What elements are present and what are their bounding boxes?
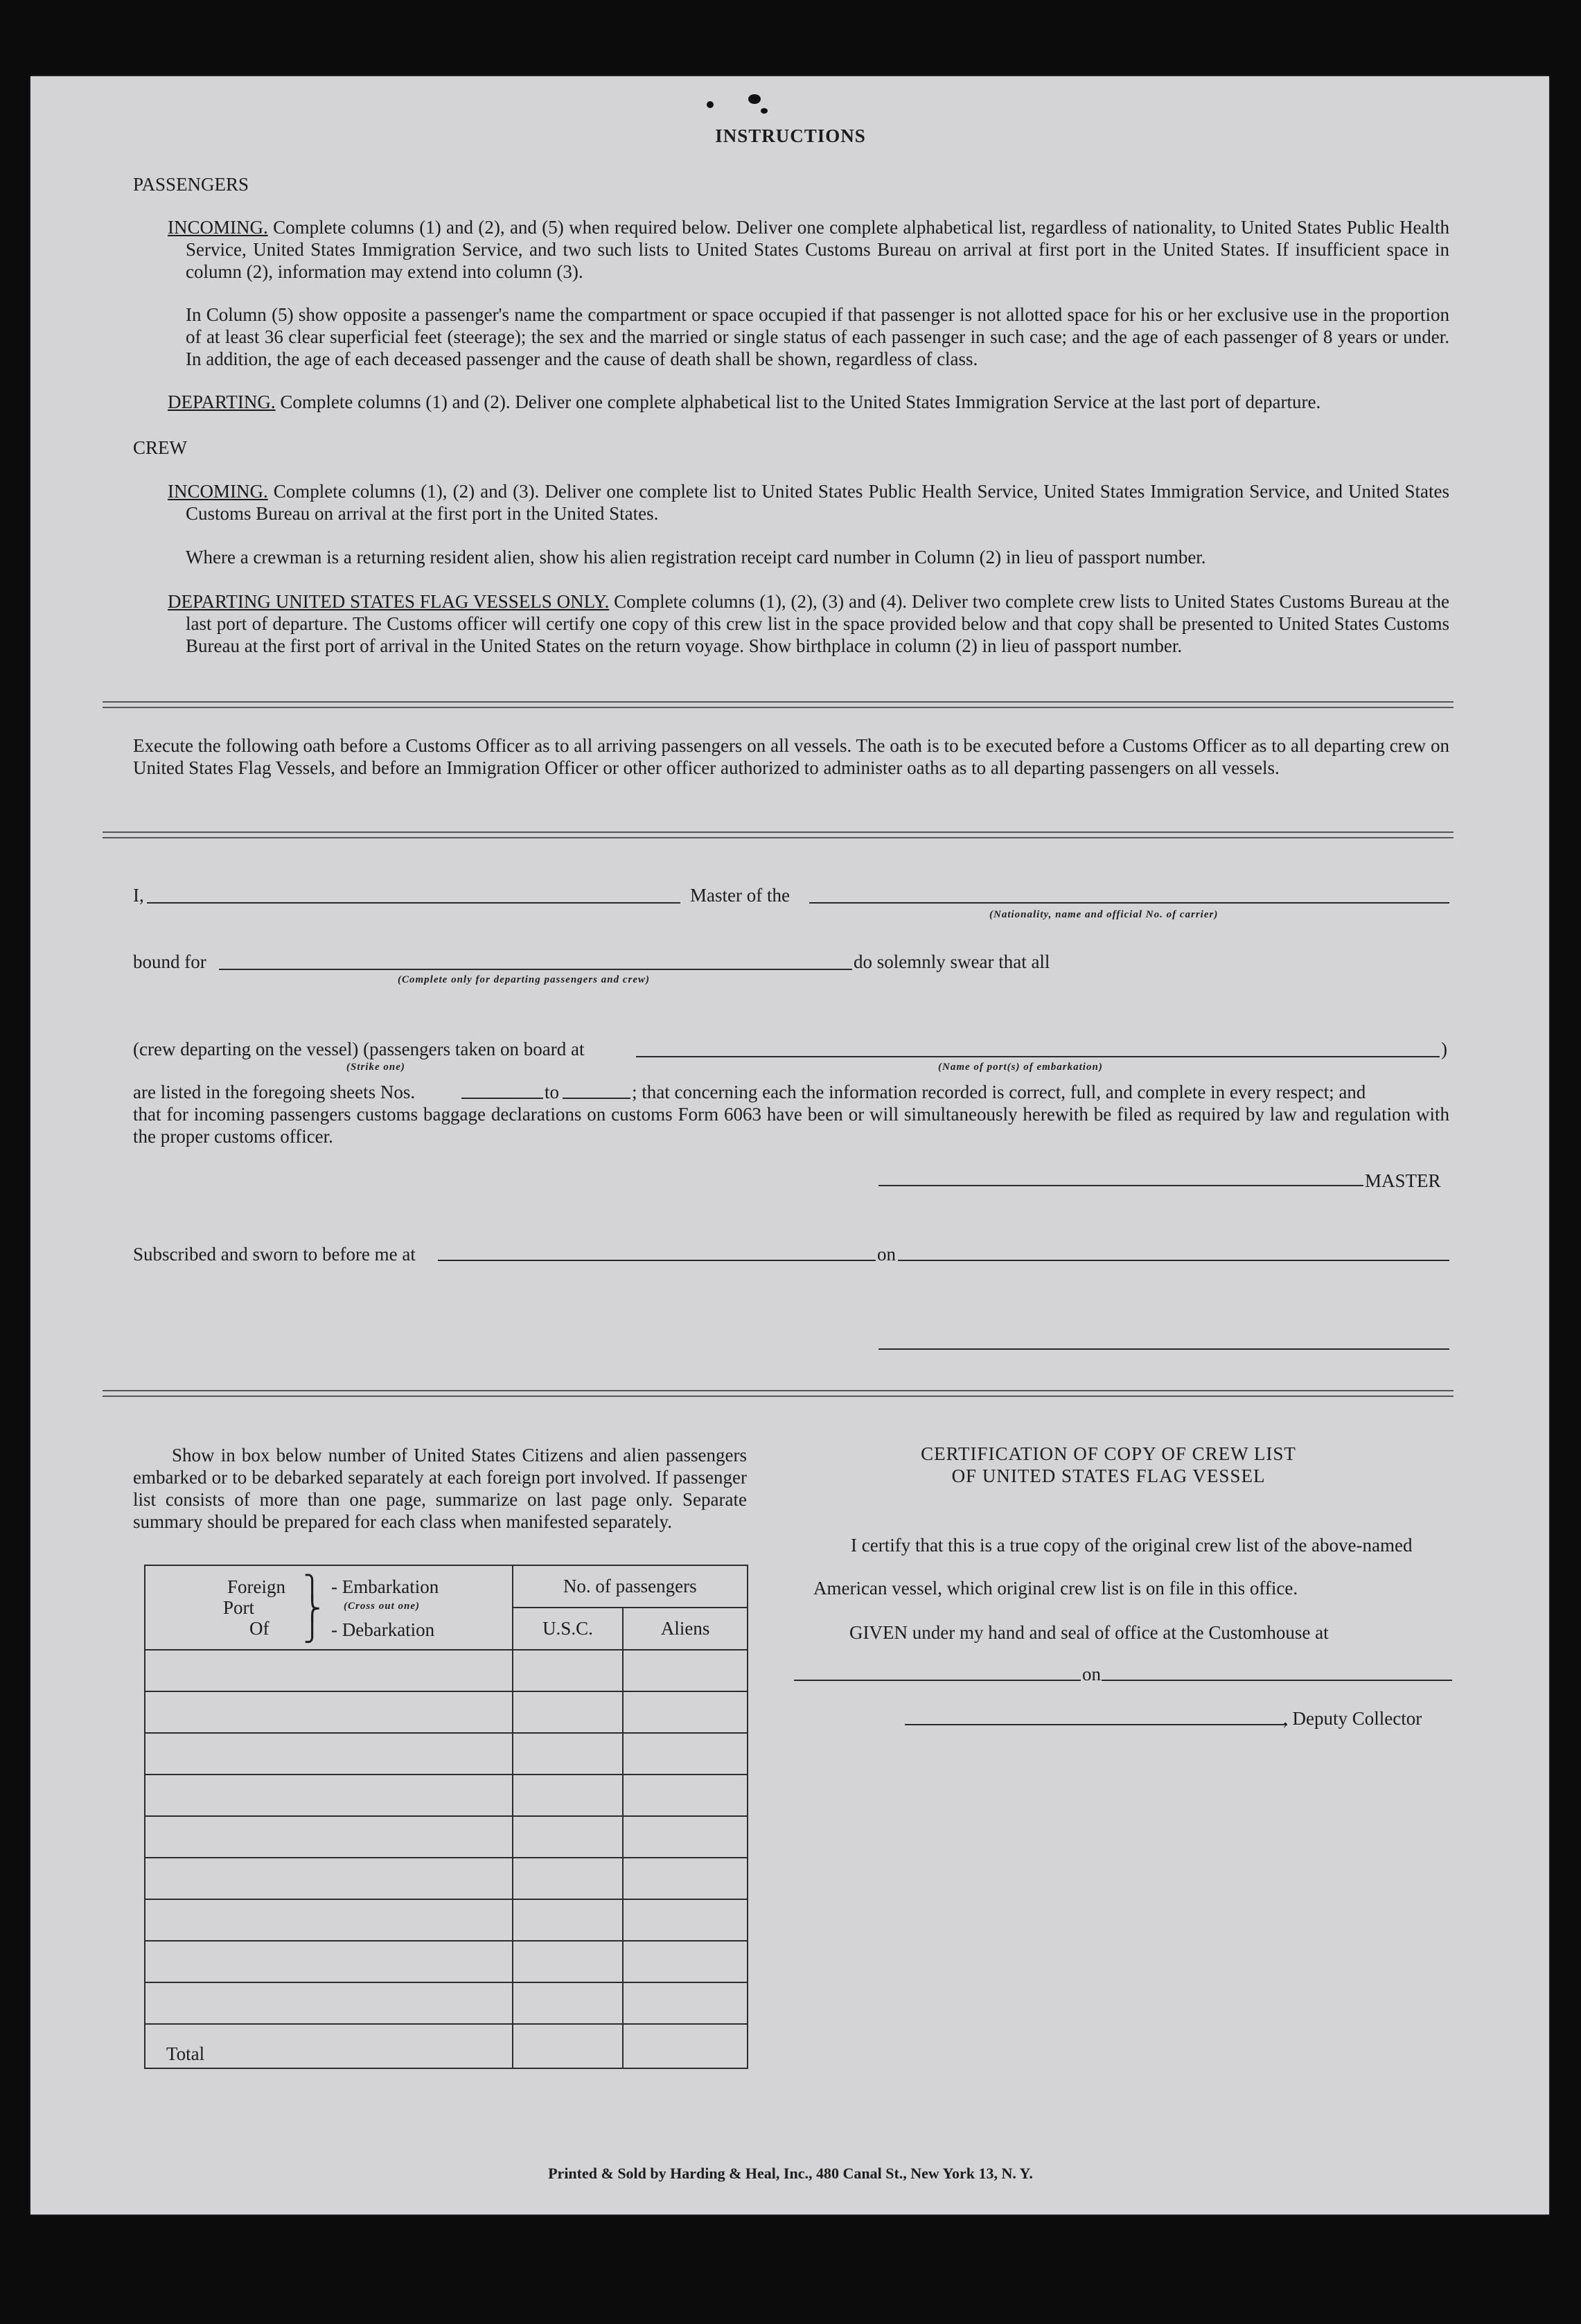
table-row	[145, 1650, 748, 1691]
ink-speck	[761, 108, 768, 114]
section-heading-crew: CREW	[133, 437, 187, 458]
sworn-date-field[interactable]	[898, 1260, 1449, 1261]
usc-cell[interactable]	[513, 1650, 624, 1691]
table-row	[145, 1775, 748, 1816]
oath-listed-to: to	[545, 1082, 560, 1102]
master-name-field[interactable]	[147, 902, 680, 904]
oath-listed-a: are listed in the foregoing sheets Nos.	[133, 1082, 416, 1102]
table-total-row	[145, 2024, 748, 2068]
officer-signature-field[interactable]	[878, 1348, 1449, 1350]
customhouse-field[interactable]	[794, 1680, 1081, 1681]
sheet-to-field[interactable]	[563, 1098, 630, 1099]
usc-header: U.S.C.	[513, 1608, 624, 1650]
port-cell[interactable]	[145, 1650, 513, 1691]
aliens-cell[interactable]	[623, 1816, 748, 1858]
passengers-departing-label: DEPARTING.	[168, 391, 276, 412]
foreign-port-header	[145, 1565, 513, 1650]
crew-resident-paragraph: Where a crewman is a returning resident alien, show his alien registration receipt card number in Column (2) in lieu of passport number.	[186, 547, 1206, 567]
certification-on-label: on	[1082, 1664, 1101, 1684]
ink-speck	[748, 94, 761, 104]
crew-incoming-paragraph	[168, 480, 1449, 525]
port-cell[interactable]	[145, 1858, 513, 1899]
certification-date-field[interactable]	[1102, 1680, 1452, 1681]
oath-bound-for-label: bound for	[133, 951, 206, 972]
oath-listed-rest: that for incoming passengers customs baggage declarations on customs Form 6063 have been or will simultaneously herewith be filed as required by law and regulation with the proper customs officer.	[133, 1104, 1449, 1147]
passengers-incoming-text: Complete columns (1) and (2), and (5) when required below. Deliver one complete alphabetical list, regardless of nationality, to United States Public Health Service, United States Immigration Service, and two such lists to United States Customs Bureau on arrival at first port in the United States. If insufficient space in column (2), information may extend into column (3).	[186, 217, 1450, 282]
aliens-total-cell[interactable]	[623, 2024, 748, 2068]
usc-cell[interactable]	[513, 1816, 624, 1858]
usc-cell[interactable]	[513, 1691, 624, 1733]
passengers-departing-text: Complete columns (1) and (2). Deliver one complete alphabetical list to the United States Immigration Service at the last port of departure.	[280, 391, 1321, 412]
aliens-cell[interactable]	[623, 1982, 748, 2024]
usc-cell[interactable]	[513, 1982, 624, 2024]
aliens-cell[interactable]	[623, 1858, 748, 1899]
usc-cell[interactable]	[513, 1733, 624, 1775]
passengers-incoming-label: INCOMING.	[168, 217, 268, 238]
port-cell[interactable]	[145, 1899, 513, 1941]
section-heading-passengers: PASSENGERS	[133, 174, 249, 195]
aliens-header: Aliens	[623, 1608, 748, 1650]
aliens-cell[interactable]	[623, 1775, 748, 1816]
page-title: INSTRUCTIONS	[715, 125, 866, 146]
usc-cell[interactable]	[513, 1941, 624, 1982]
certification-text-a: I certify that this is a true copy of the original crew list of the above-named	[851, 1535, 1413, 1556]
section-divider	[103, 1390, 1454, 1397]
debarkation-label: - Debarkation	[331, 1619, 435, 1640]
usc-cell[interactable]	[513, 1858, 624, 1899]
aliens-cell[interactable]	[623, 1691, 748, 1733]
crew-departing-label: DEPARTING UNITED STATES FLAG VESSELS ONLY.	[168, 591, 610, 612]
embarkation-ports-field[interactable]	[636, 1056, 1440, 1057]
foreign-label: Foreign	[227, 1576, 285, 1597]
oath-swear-text: do solemnly swear that all	[854, 951, 1050, 972]
certification-text-b: American vessel, which original crew list is on file in this office.	[813, 1578, 1298, 1599]
brace-icon: ⎫ ⎬ ⎭	[303, 1576, 321, 1643]
carrier-field-hint: (Nationality, name and official No. of carrier)	[989, 909, 1219, 920]
sheet-from-field[interactable]	[461, 1098, 543, 1099]
sworn-place-field[interactable]	[438, 1260, 876, 1261]
crew-departing-text: Complete columns (1), (2), (3) and (4). Deliver two complete crew lists to United States Customs Bureau at the last port of departure. The Customs officer will certify one copy of this crew list in the space provided below and that copy shall be presented to United States Customs Bureau at the first port of arrival in the United States on the return voyage. Show birthplace in column (2) in lieu of passport number.	[186, 591, 1449, 656]
aliens-cell[interactable]	[623, 1733, 748, 1775]
port-label: Port	[223, 1597, 255, 1618]
crew-incoming-text: Complete columns (1), (2) and (3). Deliver one complete list to United States Public Health Service, United States Immigration Service, and United States Customs Bureau on arrival at the first port in the United States.	[186, 481, 1450, 524]
summary-instructions: Show in box below number of United States Citizens and alien passengers embarked or to be debarked separately at each foreign port involved. If passenger list consists of more than one page, summarize on last page only. Separate summary should be prepared for each class when manifested separately.	[133, 1445, 747, 1532]
table-row	[145, 1816, 748, 1858]
table-row	[145, 1733, 748, 1775]
certification-title-line1: CERTIFICATION OF COPY OF CREW LIST	[921, 1443, 1296, 1464]
certification-given: GIVEN under my hand and seal of office at the Customhouse at	[849, 1622, 1329, 1643]
aliens-cell[interactable]	[623, 1650, 748, 1691]
crew-incoming-label: INCOMING.	[168, 481, 268, 502]
destination-field-hint: (Complete only for departing passengers and crew)	[398, 974, 650, 985]
passengers-column5-paragraph: In Column (5) show opposite a passenger's name the compartment or space occupied if that passenger is not allotted space for his or her exclusive use in the proportion of at least 36 clear superficial feet (steerage); the sex and the married or single status of each passenger in such case; and the age of each passenger of 8 years or under. In addition, the age of each deceased passenger and the cause of death shall be shown, regardless of class.	[186, 304, 1449, 369]
port-cell[interactable]	[145, 1816, 513, 1858]
oath-crew-departing-text: (crew departing on the vessel) (passengers taken on board at	[133, 1039, 585, 1059]
port-cell[interactable]	[145, 1775, 513, 1816]
oath-master-of-label: Master of the	[690, 885, 790, 906]
strike-one-hint: (Strike one)	[346, 1062, 405, 1073]
passenger-summary-table	[144, 1565, 748, 2069]
deputy-collector-label: , Deputy Collector	[1283, 1708, 1422, 1729]
oath-i-label: I,	[133, 885, 144, 906]
total-label: Total	[166, 2043, 205, 2064]
subscribed-label: Subscribed and sworn to before me at	[133, 1244, 416, 1265]
passengers-departing-paragraph	[168, 391, 1449, 413]
port-cell[interactable]	[145, 1982, 513, 2024]
usc-cell[interactable]	[513, 1775, 624, 1816]
cross-out-hint: (Cross out one)	[344, 1601, 421, 1612]
no-passengers-header: No. of passengers	[513, 1565, 748, 1608]
subscribed-on-label: on	[877, 1244, 896, 1265]
ink-speck	[707, 101, 714, 108]
usc-total-cell[interactable]	[513, 2024, 624, 2068]
table-row	[145, 1691, 748, 1733]
embarkation-label: - Embarkation	[331, 1576, 439, 1597]
section-divider	[103, 831, 1454, 838]
passengers-incoming-paragraph	[168, 216, 1449, 283]
destination-field[interactable]	[219, 969, 852, 970]
port-cell[interactable]	[145, 1941, 513, 1982]
carrier-field[interactable]	[809, 902, 1449, 904]
total-label-cell	[145, 2024, 513, 2068]
oath-listed-b: ; that concerning each the information recorded is correct, full, and complete in every respect; and	[632, 1082, 1366, 1102]
embarkation-ports-hint: (Name of port(s) of embarkation)	[938, 1062, 1103, 1073]
table-row	[145, 1982, 748, 2024]
printer-footer: Printed & Sold by Harding & Heal, Inc., 480 Canal St., New York 13, N. Y.	[548, 2165, 1033, 2182]
table-row	[145, 1899, 748, 1941]
of-label: Of	[249, 1618, 270, 1639]
section-divider	[103, 701, 1454, 708]
master-signature-label: MASTER	[1365, 1170, 1441, 1191]
aliens-cell[interactable]	[623, 1899, 748, 1941]
table-row	[145, 1941, 748, 1982]
master-signature-field[interactable]	[878, 1185, 1363, 1186]
table-header-row	[145, 1565, 748, 1608]
port-cell[interactable]	[145, 1691, 513, 1733]
usc-cell[interactable]	[513, 1899, 624, 1941]
oath-close-paren: )	[1441, 1039, 1447, 1059]
crew-departing-paragraph	[168, 590, 1449, 657]
table-row	[145, 1858, 748, 1899]
deputy-collector-signature-field[interactable]	[905, 1724, 1287, 1725]
oath-intro: Execute the following oath before a Customs Officer as to all arriving passengers on all vessels. The oath is to be executed before a Customs Officer as to all departing crew on United States Flag Vessels, and before an Immigration Officer or other officer authorized to administer oaths as to all departing passengers on all vessels.	[133, 735, 1449, 778]
port-cell[interactable]	[145, 1733, 513, 1775]
certification-title-line2: OF UNITED STATES FLAG VESSEL	[951, 1465, 1266, 1486]
aliens-cell[interactable]	[623, 1941, 748, 1982]
